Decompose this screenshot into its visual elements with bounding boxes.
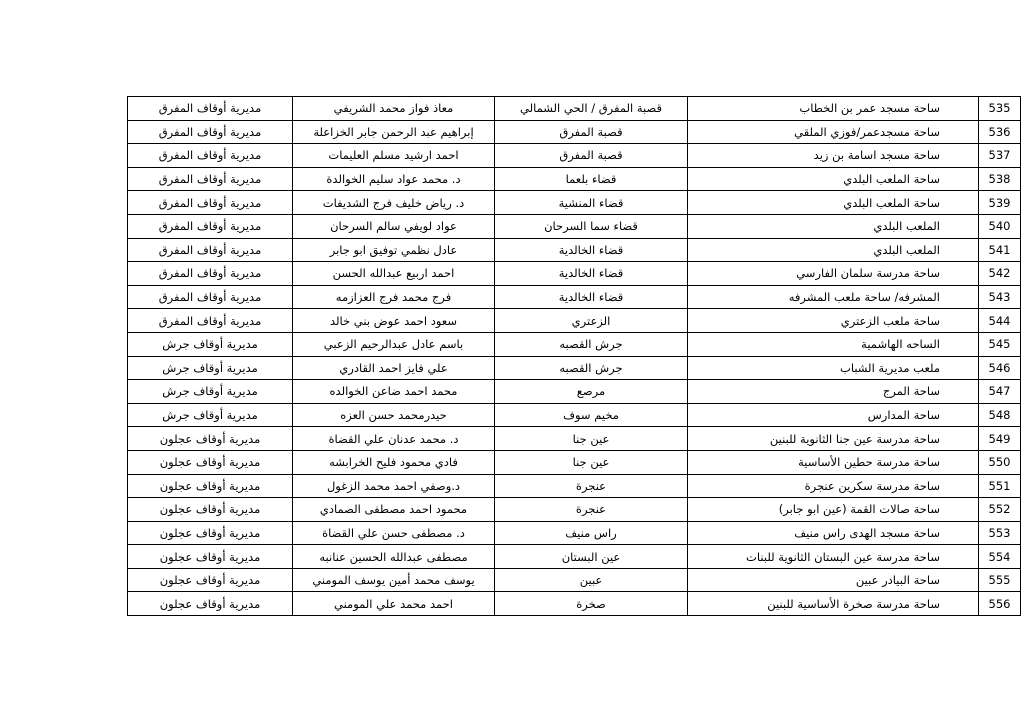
imam-name-cell: يوسف محمد أمين يوسف المومني	[293, 568, 495, 592]
directorate-cell: مديرية أوقاف عجلون	[128, 521, 293, 545]
directorate-cell: مديرية أوقاف عجلون	[128, 427, 293, 451]
imam-name-cell: فادي محمود فليح الخرابشه	[293, 450, 495, 474]
imam-name-cell: محمود احمد مصطفى الصمادي	[293, 498, 495, 522]
imam-name-cell: سعود احمد عوض بني خالد	[293, 309, 495, 333]
row-number-cell: 555	[979, 568, 1021, 592]
imam-name-cell: محمد احمد ضاعن الخوالده	[293, 380, 495, 404]
location-cell: عبين	[495, 568, 688, 592]
table-row	[128, 332, 1021, 356]
table-row	[128, 521, 1021, 545]
directorate-cell: مديرية أوقاف المفرق	[128, 120, 293, 144]
site-name-cell: ساحة ملعب الزعتري	[688, 309, 979, 333]
location-cell: مرصع	[495, 380, 688, 404]
table-row	[128, 403, 1021, 427]
site-name-cell: الملعب البلدي	[688, 214, 979, 238]
site-name-cell: ساحة مسجدعمر/فوزي الملقي	[688, 120, 979, 144]
site-name-cell: ساحة مدرسة حطين الأساسية	[688, 450, 979, 474]
imam-name-cell: إبراهيم عبد الرحمن جابر الخزاعلة	[293, 120, 495, 144]
imam-name-cell: علي فايز احمد القادري	[293, 356, 495, 380]
row-number-cell: 544	[979, 309, 1021, 333]
table-row	[128, 592, 1021, 616]
location-cell: قضاء الخالدية	[495, 238, 688, 262]
site-name-cell: ساحة الملعب البلدي	[688, 167, 979, 191]
row-number-cell: 551	[979, 474, 1021, 498]
row-number-cell: 552	[979, 498, 1021, 522]
row-number-cell: 537	[979, 144, 1021, 168]
row-number-cell: 542	[979, 262, 1021, 286]
site-name-cell: ساحة المدارس	[688, 403, 979, 427]
row-number-cell: 536	[979, 120, 1021, 144]
table-row	[128, 450, 1021, 474]
directorate-cell: مديرية أوقاف عجلون	[128, 545, 293, 569]
table-row	[128, 474, 1021, 498]
row-number-cell: 548	[979, 403, 1021, 427]
site-name-cell: ساحة البيادر عبين	[688, 568, 979, 592]
table-row	[128, 214, 1021, 238]
row-number-cell: 554	[979, 545, 1021, 569]
location-cell: قضاء بلعما	[495, 167, 688, 191]
row-number-cell: 538	[979, 167, 1021, 191]
site-name-cell: المشرفه/ ساحة ملعب المشرفه	[688, 285, 979, 309]
location-cell: عين البستان	[495, 545, 688, 569]
site-name-cell: ساحة مدرسة صخرة الأساسية للبنين	[688, 592, 979, 616]
location-cell: قضاء الخالدية	[495, 285, 688, 309]
directorate-cell: مديرية أوقاف المفرق	[128, 97, 293, 121]
site-name-cell: ساحة صالات القمة (عين ابو جابر)	[688, 498, 979, 522]
table-row	[128, 309, 1021, 333]
imam-name-cell: احمد ارشيد مسلم العليمات	[293, 144, 495, 168]
location-cell: عين جنا	[495, 427, 688, 451]
table-row	[128, 545, 1021, 569]
site-name-cell: ساحة مدرسة عين جنا الثانوية للبنين	[688, 427, 979, 451]
table-row	[128, 427, 1021, 451]
row-number-cell: 545	[979, 332, 1021, 356]
location-cell: قصبة المفرق	[495, 144, 688, 168]
prayer-grounds-table	[127, 96, 1021, 616]
directorate-cell: مديرية أوقاف عجلون	[128, 450, 293, 474]
site-name-cell: الساحه الهاشمية	[688, 332, 979, 356]
table-row	[128, 262, 1021, 286]
table-row	[128, 285, 1021, 309]
imam-name-cell: احمد اربيع عبدالله الحسن	[293, 262, 495, 286]
row-number-cell: 539	[979, 191, 1021, 215]
imam-name-cell: د. محمد عواد سليم الخوالدة	[293, 167, 495, 191]
imam-name-cell: معاذ فواز محمد الشريفي	[293, 97, 495, 121]
table-row	[128, 97, 1021, 121]
directorate-cell: مديرية أوقاف المفرق	[128, 167, 293, 191]
directorate-cell: مديرية أوقاف المفرق	[128, 285, 293, 309]
table-row	[128, 498, 1021, 522]
row-number-cell: 543	[979, 285, 1021, 309]
location-cell: جرش القصبه	[495, 356, 688, 380]
location-cell: قصبة المفرق / الحي الشمالي	[495, 97, 688, 121]
location-cell: الزعتري	[495, 309, 688, 333]
row-number-cell: 535	[979, 97, 1021, 121]
row-number-cell: 550	[979, 450, 1021, 474]
site-name-cell: ساحة مدرسة سكرين عنجرة	[688, 474, 979, 498]
directorate-cell: مديرية أوقاف عجلون	[128, 498, 293, 522]
row-number-cell: 549	[979, 427, 1021, 451]
table-row	[128, 120, 1021, 144]
table-row	[128, 191, 1021, 215]
imam-name-cell: د. رياض خليف فرج الشديفات	[293, 191, 495, 215]
directorate-cell: مديرية أوقاف جرش	[128, 356, 293, 380]
row-number-cell: 556	[979, 592, 1021, 616]
site-name-cell: ملعب مديرية الشباب	[688, 356, 979, 380]
location-cell: عنجرة	[495, 498, 688, 522]
directorate-cell: مديرية أوقاف المفرق	[128, 214, 293, 238]
table-row	[128, 568, 1021, 592]
site-name-cell: ساحة الملعب البلدي	[688, 191, 979, 215]
location-cell: قضاء سما السرحان	[495, 214, 688, 238]
row-number-cell: 540	[979, 214, 1021, 238]
imam-name-cell: د.وصفي احمد محمد الزغول	[293, 474, 495, 498]
imam-name-cell: فرج محمد فرج العزازمه	[293, 285, 495, 309]
directorate-cell: مديرية أوقاف المفرق	[128, 144, 293, 168]
location-cell: قضاء المنشية	[495, 191, 688, 215]
directorate-cell: مديرية أوقاف المفرق	[128, 262, 293, 286]
location-cell: راس منيف	[495, 521, 688, 545]
table-row	[128, 167, 1021, 191]
row-number-cell: 546	[979, 356, 1021, 380]
site-name-cell: الملعب البلدي	[688, 238, 979, 262]
directorate-cell: مديرية أوقاف المفرق	[128, 191, 293, 215]
directorate-cell: مديرية أوقاف المفرق	[128, 238, 293, 262]
location-cell: مخيم سوف	[495, 403, 688, 427]
directorate-cell: مديرية أوقاف عجلون	[128, 568, 293, 592]
directorate-cell: مديرية أوقاف عجلون	[128, 592, 293, 616]
imam-name-cell: احمد محمد علي المومني	[293, 592, 495, 616]
imam-name-cell: حيدرمحمد حسن العزه	[293, 403, 495, 427]
directorate-cell: مديرية أوقاف جرش	[128, 403, 293, 427]
site-name-cell: ساحة مسجد عمر بن الخطاب	[688, 97, 979, 121]
table-row	[128, 238, 1021, 262]
location-cell: عين جنا	[495, 450, 688, 474]
row-number-cell: 553	[979, 521, 1021, 545]
imam-name-cell: مصطفى عبدالله الحسين عنانبه	[293, 545, 495, 569]
imam-name-cell: عادل نظمي توفيق ابو جابر	[293, 238, 495, 262]
location-cell: صخرة	[495, 592, 688, 616]
table-row	[128, 380, 1021, 404]
table-body	[128, 97, 1021, 616]
imam-name-cell: د. محمد عدنان علي القضاة	[293, 427, 495, 451]
location-cell: قضاء الخالدية	[495, 262, 688, 286]
location-cell: عنجرة	[495, 474, 688, 498]
row-number-cell: 541	[979, 238, 1021, 262]
location-cell: قصبة المفرق	[495, 120, 688, 144]
directorate-cell: مديرية أوقاف جرش	[128, 380, 293, 404]
imam-name-cell: باسم عادل عبدالرحيم الزعبي	[293, 332, 495, 356]
site-name-cell: ساحة مدرسة سلمان الفارسي	[688, 262, 979, 286]
directorate-cell: مديرية أوقاف المفرق	[128, 309, 293, 333]
location-cell: جرش القصبه	[495, 332, 688, 356]
table-row	[128, 356, 1021, 380]
directorate-cell: مديرية أوقاف عجلون	[128, 474, 293, 498]
imam-name-cell: عواد لويفي سالم السرحان	[293, 214, 495, 238]
imam-name-cell: د. مصطفى حسن علي القضاة	[293, 521, 495, 545]
directorate-cell: مديرية أوقاف جرش	[128, 332, 293, 356]
row-number-cell: 547	[979, 380, 1021, 404]
table-row	[128, 144, 1021, 168]
site-name-cell: ساحة مسجد الهدى راس منيف	[688, 521, 979, 545]
site-name-cell: ساحة المرج	[688, 380, 979, 404]
site-name-cell: ساحة مدرسة عين البستان الثانوية للبنات	[688, 545, 979, 569]
site-name-cell: ساحة مسجد اسامة بن زيد	[688, 144, 979, 168]
